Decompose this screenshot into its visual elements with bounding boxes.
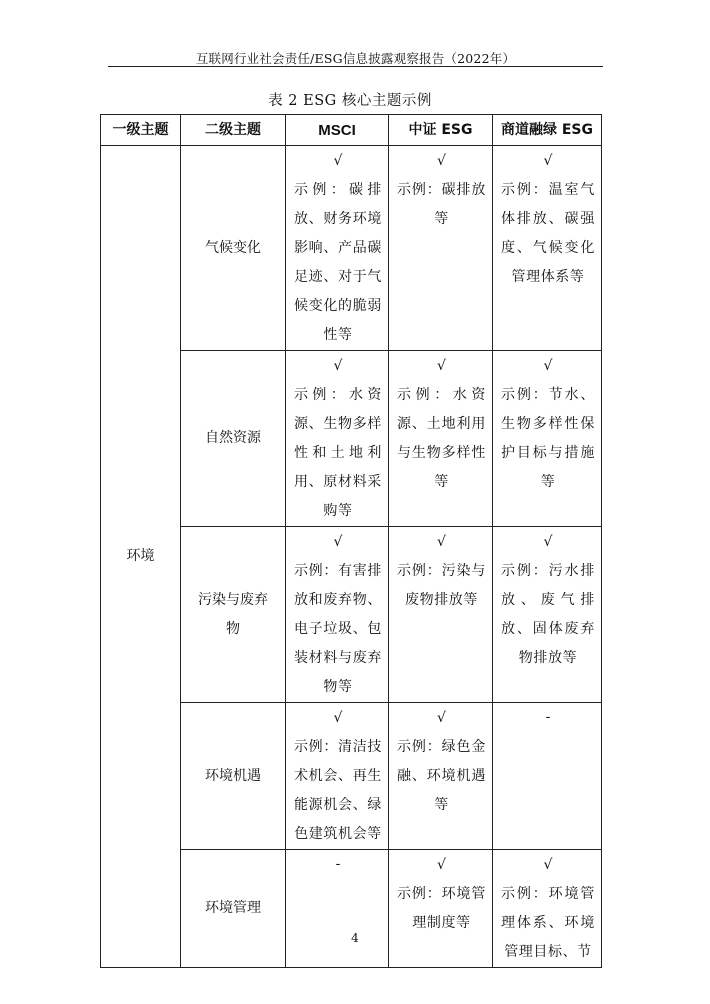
msci-cell bbox=[286, 351, 389, 527]
check-mark: √ bbox=[437, 358, 446, 374]
header-rule bbox=[108, 66, 603, 67]
esg-topics-table bbox=[100, 114, 602, 968]
csi-cell bbox=[389, 527, 493, 703]
check-mark: √ bbox=[543, 534, 553, 550]
col-header-level1: 一级主题 bbox=[101, 115, 181, 146]
table-header-row bbox=[101, 115, 602, 146]
check-mark: √ bbox=[437, 534, 446, 550]
check-mark: √ bbox=[437, 857, 446, 873]
csi-cell bbox=[389, 146, 493, 351]
example-text: 示例：温室气体排放、碳强度、气候变化管理体系等 bbox=[501, 182, 595, 285]
syntao-cell bbox=[493, 146, 602, 351]
table-row bbox=[101, 146, 602, 351]
col-header-msci: MSCI bbox=[286, 115, 389, 146]
subtopic-cell: 环境机遇 bbox=[181, 703, 286, 850]
syntao-cell bbox=[493, 703, 602, 850]
example-text: 示例：碳排放、财务环境影响、产品碳足迹、对于气候变化的脆弱性等 bbox=[294, 182, 382, 343]
msci-cell bbox=[286, 527, 389, 703]
example-text: 示例：污染与废物排放等 bbox=[397, 563, 486, 608]
msci-cell bbox=[286, 850, 389, 968]
col-header-syntao: 商道融绿 ESG bbox=[493, 115, 602, 146]
check-mark: √ bbox=[543, 857, 553, 873]
page-number: 4 bbox=[351, 931, 359, 945]
check-mark: √ bbox=[437, 153, 446, 169]
csi-cell bbox=[389, 351, 493, 527]
syntao-cell bbox=[493, 850, 602, 968]
col-header-csi: 中证 ESG bbox=[389, 115, 493, 146]
csi-cell bbox=[389, 850, 493, 968]
msci-cell bbox=[286, 703, 389, 850]
syntao-cell bbox=[493, 527, 602, 703]
check-mark: √ bbox=[333, 710, 343, 726]
example-text: 示例：有害排放和废弃物、电子垃圾、包装材料与废弃物等 bbox=[294, 563, 382, 695]
not-applicable-mark: - bbox=[335, 856, 341, 872]
check-mark: √ bbox=[437, 710, 446, 726]
check-mark: √ bbox=[543, 153, 553, 169]
example-text: 示例：污水排放、废气排放、固体废弃物排放等 bbox=[501, 563, 595, 666]
example-text: 示例：绿色金融、环境机遇等 bbox=[397, 739, 486, 813]
example-text: 示例：水资源、生物多样性和土地利用、原材料采购等 bbox=[294, 387, 382, 519]
example-text: 示例：水资源、土地利用与生物多样性等 bbox=[397, 387, 486, 490]
syntao-cell bbox=[493, 351, 602, 527]
example-text: 示例：碳排放等 bbox=[397, 182, 486, 227]
category-cell: 环境 bbox=[101, 146, 181, 968]
table-caption: 表 2 ESG 核心主题示例 bbox=[268, 93, 432, 109]
check-mark: √ bbox=[333, 358, 343, 374]
check-mark: √ bbox=[543, 358, 553, 374]
example-text: 示例：环境管理体系、环境管理目标、节 bbox=[501, 886, 595, 960]
example-text: 示例：环境管理制度等 bbox=[397, 886, 486, 931]
subtopic-cell: 污染与废弃物 bbox=[181, 527, 286, 703]
running-header: 互联网行业社会责任/ESG信息披露观察报告（2022年） bbox=[195, 51, 516, 66]
col-header-level2: 二级主题 bbox=[181, 115, 286, 146]
check-mark: √ bbox=[333, 153, 343, 169]
example-text: 示例：节水、生物多样性保护目标与措施等 bbox=[501, 387, 595, 490]
subtopic-cell: 自然资源 bbox=[181, 351, 286, 527]
subtopic-cell: 气候变化 bbox=[181, 146, 286, 351]
not-applicable-mark: - bbox=[545, 709, 551, 725]
example-text: 示例：清洁技术机会、再生能源机会、绿色建筑机会等 bbox=[294, 739, 382, 842]
subtopic-cell: 环境管理 bbox=[181, 850, 286, 968]
csi-cell bbox=[389, 703, 493, 850]
check-mark: √ bbox=[333, 534, 343, 550]
msci-cell bbox=[286, 146, 389, 351]
